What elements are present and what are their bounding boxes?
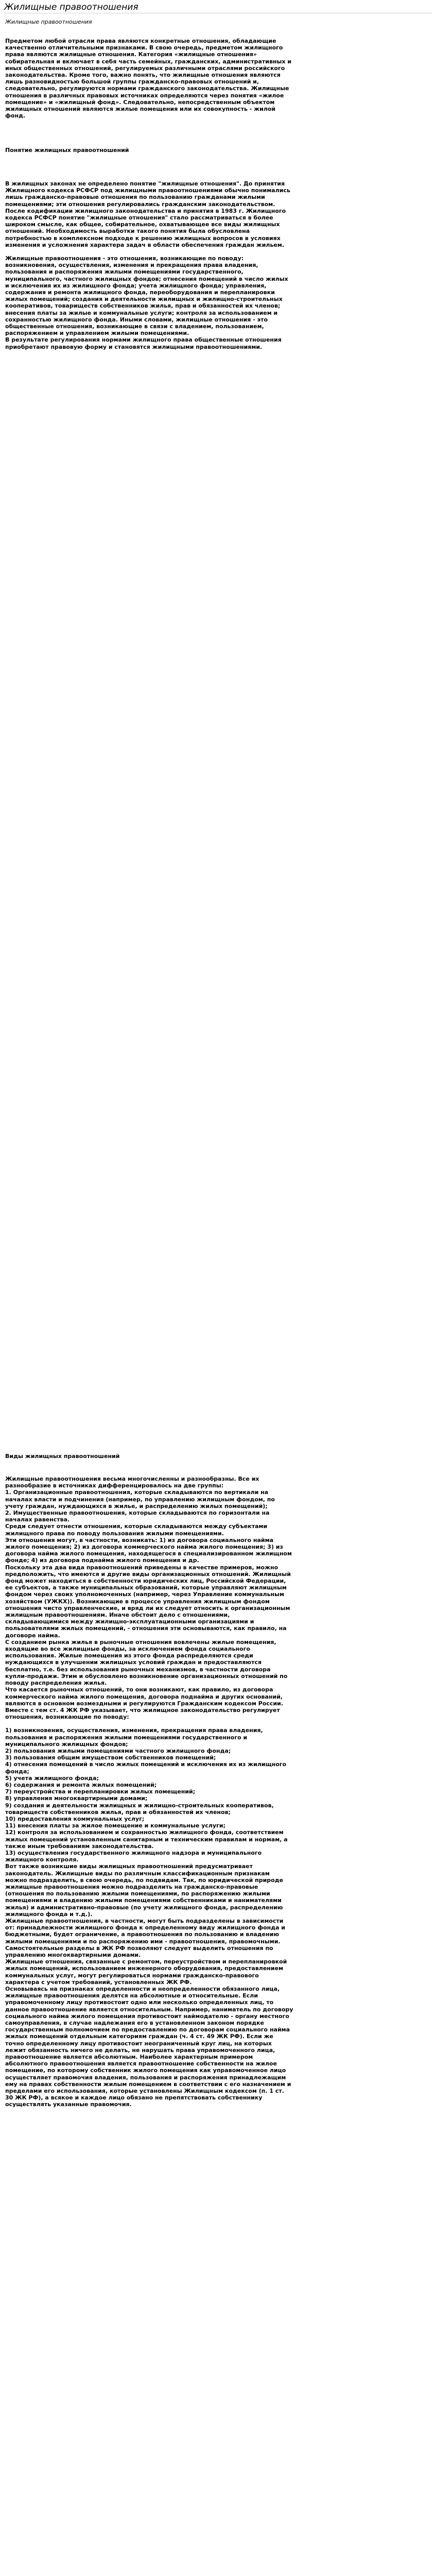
- types-paragraph: Жилищные отношения, связанные с ремонтом, переустройством и перепланировкой жилых помещений, использованием инженерного оборудования, предоставлением коммунальных услуг, могут регулироваться нормами гражданско-правового характера с учетом требований, установленных ЖК РФ.: [5, 1958, 287, 1986]
- types-list-item: 6) содержания и ремонта жилых помещений;: [5, 1781, 157, 1788]
- types-list-item: 2) пользования жилыми помещениями частного жилищного фонда;: [5, 1747, 231, 1754]
- types-paragraph: Вместе с тем ст. 4 ЖК РФ указывает, что жилищное законодательство регулирует отношения, возникающие по поводу:: [5, 1706, 280, 1721]
- concept-paragraph: В результате регулирования нормами жилищного права общественные отношения приобретают правовую форму и становятся жилищными правоотношениями.: [5, 336, 282, 350]
- types-paragraph: 1. Организационные правоотношения, которые складываются по вертикали на началах власти и подчинения (например, по управлению жилищным фондом, по учету граждан, нуждающихся в жилье, и распределению жилых помещений);: [5, 1489, 275, 1510]
- section-types-body: [5, 1476, 293, 2108]
- types-paragraph: Вот также возникшие виды жилищных правоотношений предусматривает законодатель. Жилищные виды по различным классификационным признакам можно подразделить, в свою очередь, по подвидам. Так, по юридической природе жилищные правоотношения можно подразделить на гражданско-правовые (отношения по пользованию жилыми помещениями, по распоряжению жилыми помещениями и владению жилыми помещениями собственниками и нанимателями жилья) и административно-правовые (по учету жилищного фонда, распределению жилищного фонда и т.д.).: [5, 1863, 284, 1918]
- types-list-item: 10) предоставления коммунальных услуг;: [5, 1815, 145, 1822]
- types-paragraph: Поскольку эта два вида правоотношений приведены в качестве примеров, можно предположить, что имеются и другие виды организационных отношений. Жилищный фонд может находиться в собственности юридических лиц, Российской Федерации, ее субъектов, а также муниципальных образований, которые управляют жилищным фондом через своих уполномоченных (например, через Управление коммунальным хозяйством (УЖКХ)). Возникающие в процессе управления жилищным фондом отношения чисто управленческие, и вряд ли их следует относить к организационным жилищным правоотношениям. Иначе обстоит дело с отношениями, складывающимися между жилищно-эксплуатационными организациями и пользователями жилых помещений, - отношения эти основываются, как правило, на договоре найма.: [5, 1564, 291, 1639]
- types-paragraph: Среди следует отнести отношения, которые складываются между субъектами жилищного права по поводу пользования жилыми помещениями.: [5, 1523, 268, 1537]
- types-paragraph: Жилищные правоотношения, в частности, могут быть подразделены в зависимости от: принадлежности жилищного фонда к определенному виду жилищного фонда и бюджетными, будет ограничение, а правоотношения по пользованию и владению жилыми помещениями и по распоряжению ими - правоотношения, правомочными.: [5, 1918, 286, 1945]
- types-paragraph: Эти отношения могут, в частности, возникать: 1) из договора социального найма жилого помещения; 2) из договора коммерческого найма жилого помещения; 3) из договора найма жилого помещения, находящегося в специализированном жилищном фонде; 4) из договора поднайма жилого помещения и др.: [5, 1536, 292, 1564]
- page-title: Жилищные правоотношения: [4, 2, 138, 12]
- types-paragraph: С созданием рынка жилья в рыночные отношения вовлечены жилые помещения, входящие во все жилищные фонды, за исключением фонда социального использования. Жилые помещения из этого фонда распределяются среди нуждающихся в улучшении жилищных условий граждан и предоставляются бесплатно, т.е. без использования рыночных механизмов, в частности договора купли-продажи. Этим и обусловлено возникновение организационных отношений по поводу распределения жилья.: [5, 1638, 288, 1687]
- types-paragraph: Основываясь на признаках определенности и неопределенности обязанного лица, жилищные правоотношения делятся на абсолютные и относительные. Если управомоченному лицу противостоит одно или несколько определенных лиц, то данное правоотношение является относительным. Например, наниматель по договору социального найма жилого помещения противостоит наймодателю - органу местного самоуправления, в случае надлежания его в установленном законом порядке государственным полномочием по предоставлению по договорам социального найма жилых помещений отдельным категориям граждан (ч. 4 ст. 49 ЖК РФ). Если же точно определенному лицу противостоит неограниченный круг лиц, на которых лежит обязанность ничего не делать, не нарушать права управомоченного лица, правоотношение является абсолютным. Наиболее характерным примером абсолютного правоотношения является правоотношение собственности на жилое помещение, по которому собственник жилого помещения как управомоченное лицо осуществляет правомочия владения, пользования и распоряжения принадлежащим ему на правах собственности жилым помещением в соответствии с его назначением и пределами его использования, которые установлены Жилищным кодексом (п. 1 ст. 30 ЖК РФ), а всякое и каждое лицо обязано не препятствовать собственнику осуществлять указанные правомочия.: [5, 1986, 293, 2108]
- types-list-item: 12) контроля за использованием и сохранностью жилищного фонда, соответствием жилых помещений установленным санитарным и техническим правилам и нормам, а также иным требованиям законодательства.: [5, 1829, 288, 1850]
- types-list-item: 4) отнесения помещений в число жилых помещений и исключения их из жилищного фонда;: [5, 1761, 287, 1775]
- types-list-item: 13) осуществления государственного жилищного надзора и муниципального жилищного контроля.: [5, 1849, 262, 1863]
- concept-paragraph: Жилищные правоотношения - это отношения, возникающие по поводу: возникновения, осуществления, изменения и прекращения права владения, пользования и распоряжения жилыми помещениями государственного, муниципального, частного жилищных фондов; отнесения помещений в число жилых и исключения их из жилищного фонда; учета жилищного фонда; управления, содержания и ремонта жилищного фонда, переоборудования и перепланировки жилых помещений; создания и деятельности жилищных и жилищно-строительных кооперативов, товариществ собственников жилья, прав и обязанностей их членов; внесения платы за жилые и коммунальные услуги; контроля за использованием и сохранностью жилищного фонда. Иными словами, жилищные отношения - это общественные отношения, возникающие в связи с владением, пользованием, распоряжением и управлением жилыми помещениями.: [5, 255, 288, 337]
- types-list-item: 5) учета жилищного фонда;: [5, 1774, 99, 1782]
- concept-paragraph: В жилищных законах не определено понятие "жилищные отношения". До принятия Жилищного кодекса РСФСР под жилищными правоотношениями обычно понимались лишь гражданско-правовые отношения по пользованию гражданами жилыми помещениями; эти отношения регулировались гражданским законодательством. После кодификации жилищного законодательства и принятия в 1983 г. Жилищного кодекса РСФСР понятие "жилищные отношения" стало рассматриваться в более широком смысле, как общее, собирательное, охватывающее все виды жилищных отношений. Необходимость выработки такого понятия была обусловлена потребностью в комплексном подходе к решению жилищных вопросов в условиях изменения и усложнения характера задач в области обеспечения граждан жильем.: [5, 180, 290, 248]
- types-paragraph: Что касается рыночных отношений, то они возникают, как правило, из договора коммерческого найма жилого помещения, договора поднайма и других оснований, являются в основном возмездными и регулируются Гражданским кодексом России.: [5, 1686, 284, 1707]
- types-paragraph: Жилищные правоотношения весьма многочисленны и разнообразны. Все их разнообразие в источниках дифференцировалось на две группы:: [5, 1476, 259, 1489]
- types-paragraph: Самостоятельные разделы в ЖК РФ позволяют следует выделить отношения по управлению многоквартирными домами.: [5, 1944, 273, 1959]
- types-list-item: 7) переустройства и перепланировки жилых помещений;: [5, 1788, 196, 1795]
- section-concept-body: [5, 180, 293, 350]
- section-heading-types: Виды жилищных правоотношений: [5, 1453, 120, 1460]
- types-paragraph: 2. Имущественные правоотношения, которые складываются по горизонтали на началах равенства.: [5, 1510, 270, 1523]
- types-list-item: 11) внесения платы за жилое помещение и коммунальные услуги;: [5, 1822, 225, 1829]
- types-list-item: 8) управления многоквартирными домами;: [5, 1795, 148, 1802]
- types-list-item: 1) возникновения, осуществления, изменения, прекращения права владения, пользования и распоряжения жилыми помещениями государственного и муниципального жилищных фондов;: [5, 1727, 263, 1748]
- section-heading-concept: Понятие жилищных правоотношений: [5, 147, 129, 154]
- types-list-item: 3) пользования общим имуществом собственников помещений;: [5, 1754, 216, 1761]
- intro-paragraph: Предметом любой отрасли права являются конкретные отношения, обладающие качественно отличительными признаками. В свою очередь, предметом жилищного права являются жилищные отношения. Категория «жилищные отношения» собирательная и включает в себя часть семейных, гражданских, административных и иных общественных отношений, регулируемых различными отраслями российского законодательства. Кроме того, важно понять, что жилищные отношения являются лишь разновидностью большой группы гражданско-правовых отношений и, следовательно, регулируются нормами гражданского законодательства. Жилищные отношения в различных правовых источниках определяются через понятия «жилое помещение» и «жилищный фонд». Следовательно, непосредственным объектом жилищных отношений являются жилые помещения или их совокупность - жилой фонд.: [5, 38, 292, 120]
- types-list-item: 9) создания и деятельности жилищных и жилищно-строительных кооперативов, товариществ собственников жилья, прав и обязанностей их членов;: [5, 1802, 274, 1816]
- subtitle: Жилищные правоотношения: [5, 19, 92, 25]
